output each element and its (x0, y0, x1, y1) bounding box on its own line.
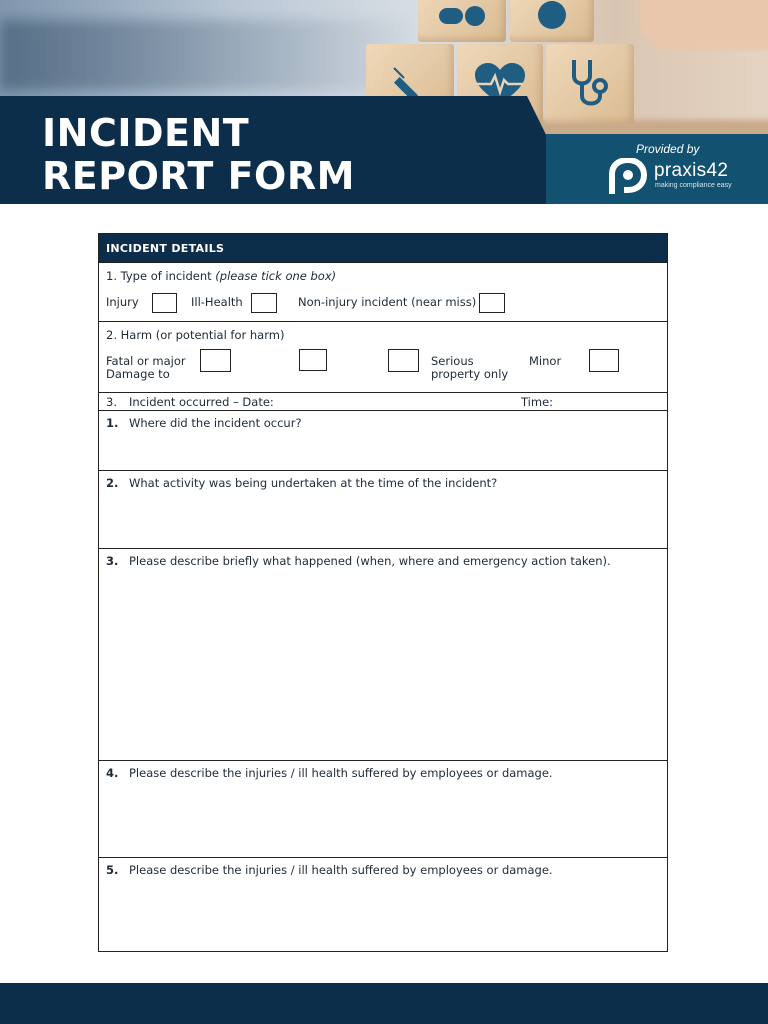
date-label: Incident occurred – Date: (129, 395, 274, 409)
question-text: Please describe the injuries / ill health suffered by employees or damage. (129, 863, 553, 877)
checkbox-injury[interactable] (152, 293, 177, 313)
option-minor-label: Minor (529, 354, 562, 368)
apple-icon (535, 1, 569, 31)
question-location[interactable]: 1. Where did the incident occur? (99, 411, 667, 471)
pills-icon (437, 3, 487, 29)
time-label: Time: (521, 395, 554, 409)
question-description[interactable]: 3. Please describe briefly what happened (when, where and emergency action taken). (99, 549, 667, 761)
option-ill-health-label: Ill-Health (191, 295, 243, 309)
date-time-row (99, 393, 667, 411)
provided-by-label: Provided by (636, 142, 700, 156)
apple-cube (510, 0, 594, 42)
title-line-1: INCIDENT (42, 111, 250, 155)
question-activity[interactable]: 2. What activity was being undertaken at the time of the incident? (99, 471, 667, 549)
stethoscope-icon (566, 58, 614, 110)
checkbox-ill-health[interactable] (251, 293, 277, 313)
page-title (42, 112, 355, 198)
question-injuries-2[interactable]: 5. Please describe the injuries / ill health suffered by employees or damage. (106, 863, 553, 877)
checkbox-near-miss[interactable] (479, 293, 505, 313)
incident-type-hint: (please tick one box) (215, 269, 337, 283)
option-fatal-label-1: Fatal or major (106, 354, 186, 368)
section-header (99, 234, 667, 263)
incident-type-question: 1. Type of incident (please tick one box) (106, 269, 337, 283)
question-text: What activity was being undertaken at the time of the incident? (129, 476, 498, 490)
harm-question: 2. Harm (or potential for harm) (106, 328, 285, 342)
checkbox-damage[interactable] (299, 349, 327, 371)
option-serious-label-2: property only (431, 367, 509, 381)
incident-type-row (99, 263, 667, 322)
checkbox-minor[interactable] (589, 349, 619, 372)
incident-form (98, 233, 668, 952)
title-line-2: REPORT FORM (42, 154, 355, 198)
option-injury-label: Injury (106, 295, 139, 309)
question-text: Please describe the injuries / ill health suffered by employees or damage. (129, 766, 553, 780)
logo-tagline: making compliance easy (655, 182, 732, 189)
pills-cube (418, 0, 506, 42)
checkbox-fatal[interactable] (200, 349, 231, 372)
section-title: INCIDENT DETAILS (106, 242, 225, 255)
stethoscope-cube (546, 44, 634, 124)
question-text: Where did the incident occur? (129, 416, 302, 430)
praxis-logo-icon (608, 158, 648, 196)
option-fatal-label-2: Damage to (106, 367, 170, 381)
option-serious-label-1: Serious (431, 354, 474, 368)
harm-row (99, 322, 667, 393)
question-injuries[interactable]: 4. Please describe the injuries / ill health suffered by employees or damage. (99, 761, 667, 858)
date-num: 3. (106, 395, 117, 409)
footer-bar (0, 983, 768, 1024)
logo-wordmark: praxis42 (654, 160, 729, 181)
option-near-miss-label: Non-injury incident (near miss) (298, 295, 477, 309)
checkbox-property[interactable] (388, 349, 419, 372)
question-text: Please describe briefly what happened (when, where and emergency action taken). (129, 554, 611, 568)
